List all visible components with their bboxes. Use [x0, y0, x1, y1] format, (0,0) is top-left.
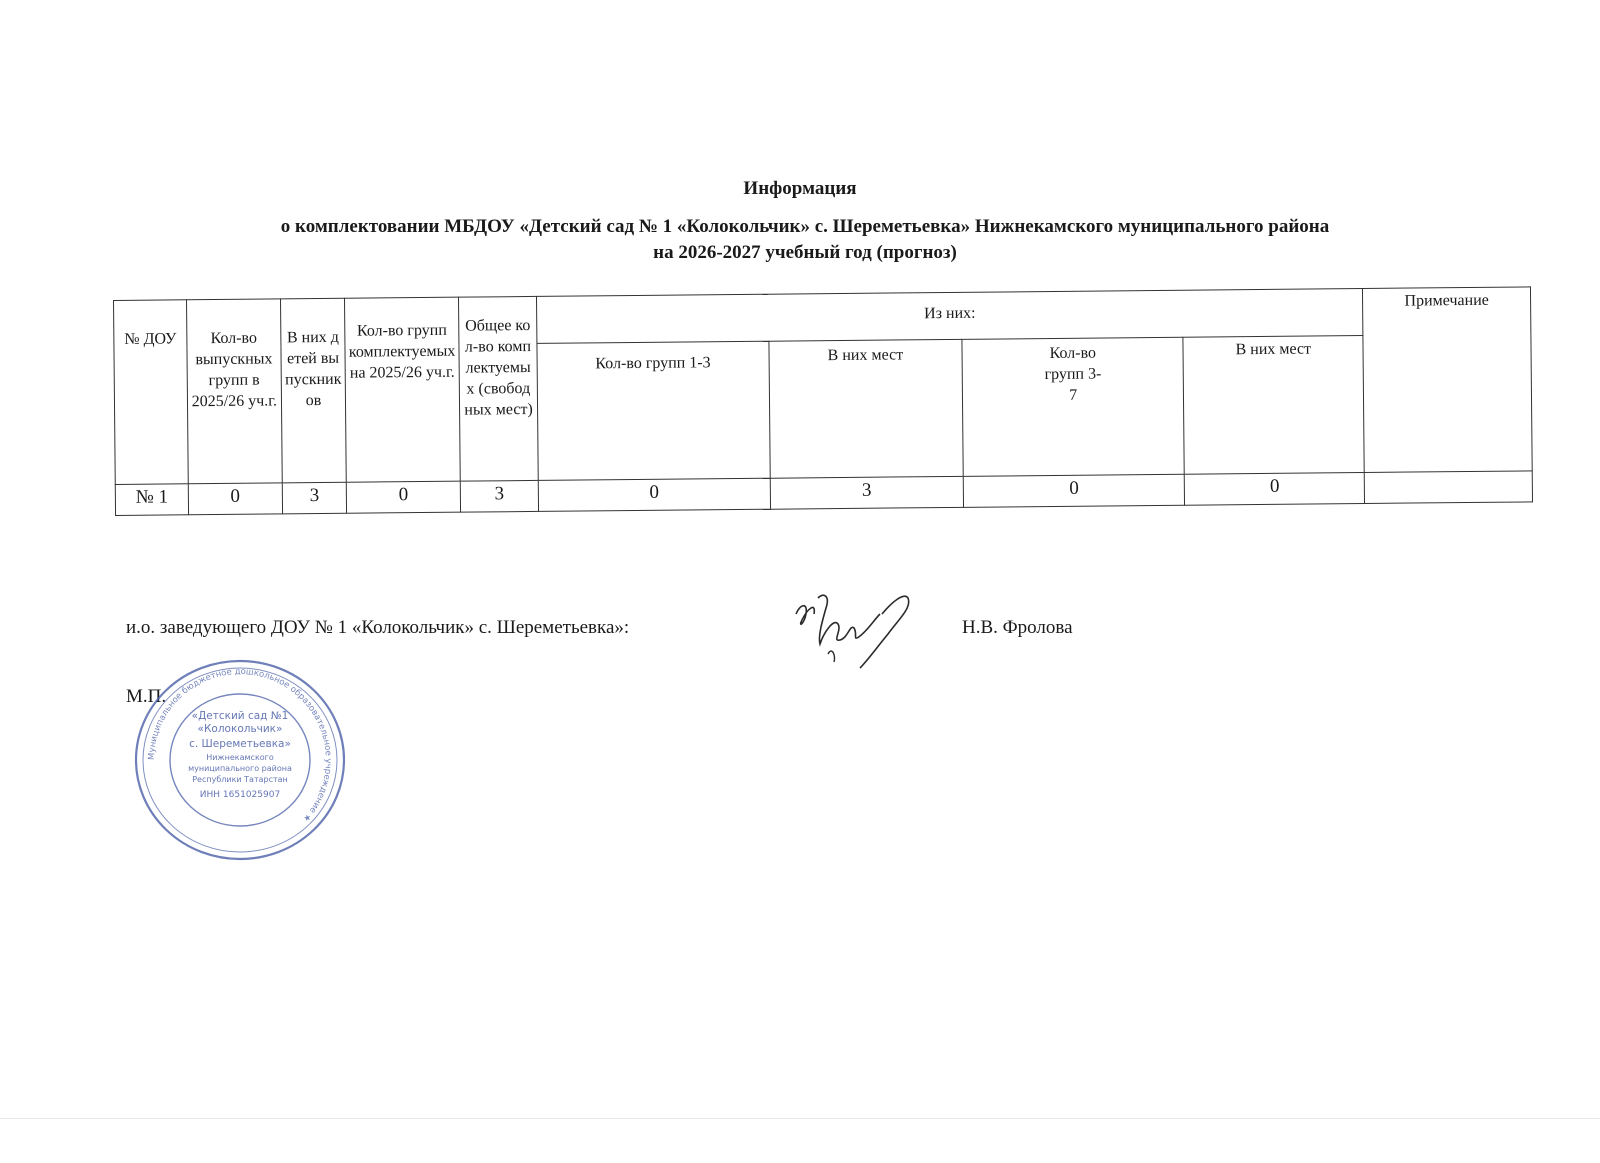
- cell-places-1: 3: [770, 476, 964, 509]
- header-places-2: В них мест: [1183, 336, 1364, 475]
- signer-name: Н.В. Фролова: [962, 617, 1073, 638]
- svg-text:ИНН 1651025907: ИНН 1651025907: [199, 790, 281, 800]
- scan-edge-line: [0, 1118, 1600, 1119]
- cell-note: [1364, 471, 1532, 504]
- cell-groups-3-7: 0: [963, 474, 1185, 507]
- enrollment-table: [113, 286, 1533, 516]
- header-total-formed: Общее кол-во комплектуемых (свободных мест): [458, 296, 538, 481]
- cell-dou-no: № 1: [115, 484, 188, 516]
- header-groups-1-3: Кол-во групп 1-3: [537, 341, 770, 480]
- cell-groups-formed: 0: [347, 481, 461, 513]
- svg-text:«Детский сад №1: «Детский сад №1: [191, 710, 289, 722]
- cell-grad-children: 3: [282, 482, 347, 514]
- svg-text:муниципального района: муниципального района: [188, 764, 292, 773]
- document-subtitle: [170, 214, 1440, 266]
- handwritten-signature: [788, 584, 918, 684]
- header-places-1: В них мест: [769, 339, 964, 478]
- header-grad-children: В них детей выпускников: [280, 298, 346, 483]
- header-groups-3-7: Кол-во групп 3-7: [962, 337, 1185, 476]
- official-stamp: [132, 657, 348, 868]
- header-of-them: Из них:: [537, 289, 1364, 344]
- header-dou-no: № ДОУ: [114, 300, 189, 485]
- cell-grad-groups: 0: [188, 483, 282, 515]
- seal-label: М.П.: [126, 686, 167, 707]
- document-title: Информация: [743, 178, 857, 199]
- signer-position: и.о. заведующего ДОУ № 1 «Колокольчик» с. Шереметьевка»:: [126, 617, 630, 638]
- svg-text:Республики Татарстан: Республики Татарстан: [192, 775, 288, 784]
- subtitle-line-2: на 2026-2027 учебный год (прогноз): [653, 242, 957, 263]
- svg-text:Нижнекамского: Нижнекамского: [206, 753, 274, 762]
- header-grad-groups: Кол-во выпускных групп в 2025/26 уч.г.: [187, 299, 282, 484]
- cell-places-2: 0: [1185, 472, 1365, 505]
- svg-text:«Колокольчик»: «Колокольчик»: [197, 723, 283, 735]
- cell-groups-1-3: 0: [538, 478, 770, 511]
- cell-total-formed: 3: [460, 480, 539, 512]
- svg-text:с. Шереметьевка»: с. Шереметьевка»: [189, 738, 291, 750]
- header-note: Примечание: [1363, 287, 1533, 473]
- subtitle-line-1: о комплектовании МБДОУ «Детский сад № 1 «Колокольчик» с. Шереметьевка» Нижнекамского муниципального района: [280, 216, 1330, 237]
- header-groups-formed: Кол-во групп комплектуемых на 2025/26 уч.г.: [345, 297, 460, 482]
- stamp-ring-text: Муниципальное бюджетное дошкольное образовательное учреждение ★: [146, 666, 334, 824]
